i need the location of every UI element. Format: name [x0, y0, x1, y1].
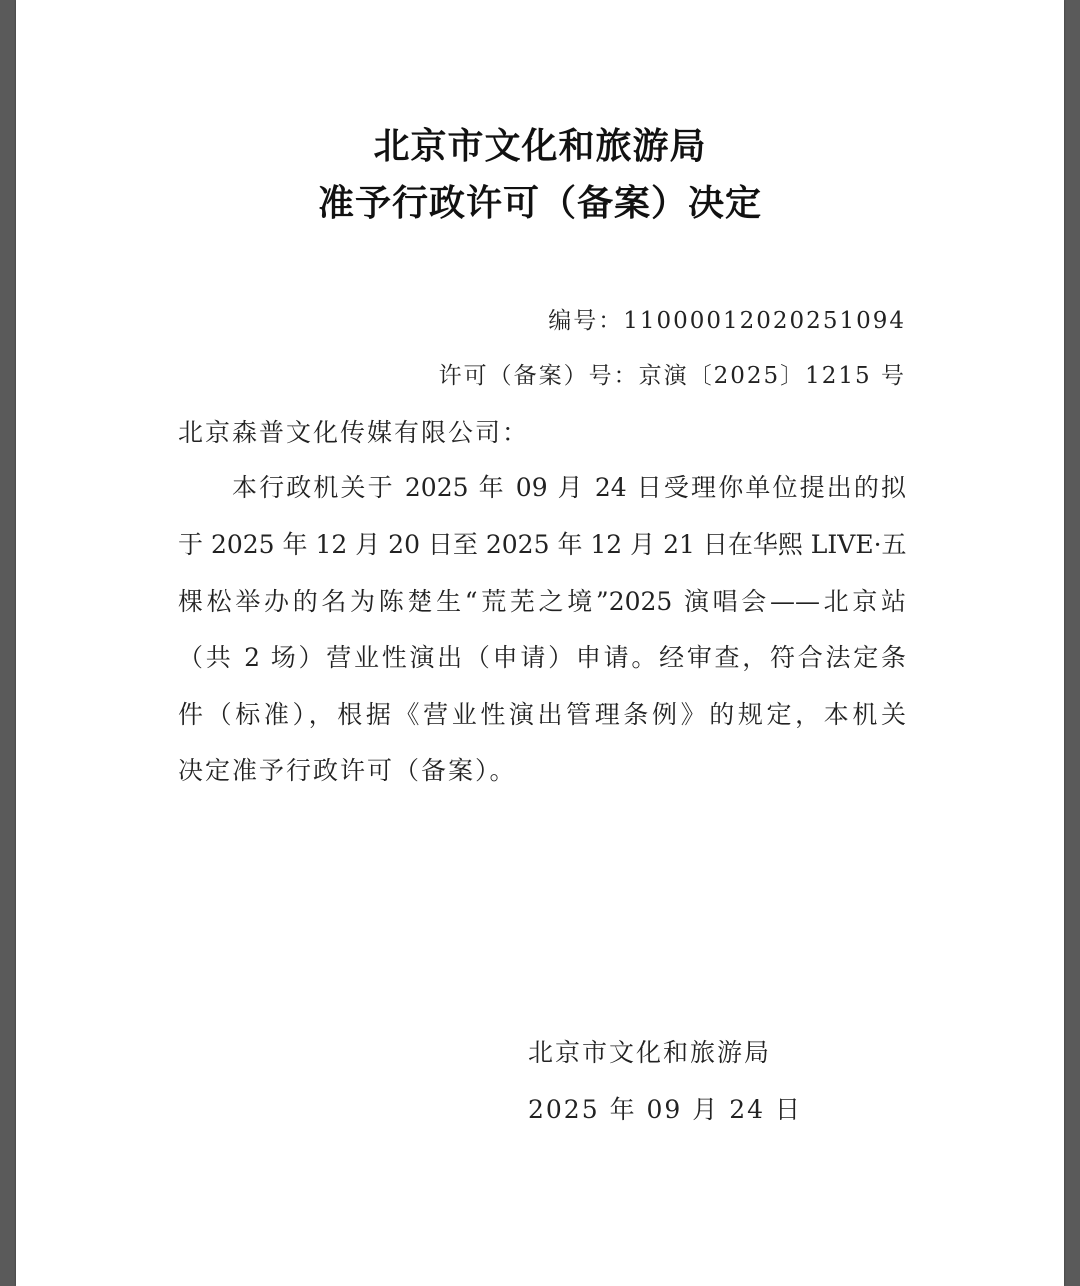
document-number: 编号：11000012020251094 — [548, 308, 906, 334]
document-page — [16, 0, 1064, 1286]
body-line: 棵松举办的名为陈楚生“荒芜之境”2025 演唱会——北京站 — [178, 587, 906, 616]
salutation: 北京森普文化传媒有限公司： — [178, 418, 530, 447]
body-line: （共 2 场）营业性演出（申请）申请。经审查，符合法定条 — [178, 643, 906, 672]
body-line: 决定准予行政许可（备案）。 — [178, 756, 517, 785]
body-line: 件（标准），根据《营业性演出管理条例》的规定，本机关 — [178, 700, 906, 729]
body-line: 于 2025 年 12 月 20 日至 2025 年 12 月 21 日在华熙 LIVE·五 — [178, 530, 907, 559]
body-line: 本行政机关于 2025 年 09 月 24 日受理你单位提出的拟 — [232, 473, 906, 502]
document-title-issuer: 北京市文化和旅游局 — [373, 126, 707, 167]
signature-organization: 北京市文化和旅游局 — [528, 1038, 772, 1067]
document-title-decision: 准予行政许可（备案）决定 — [317, 183, 762, 224]
signature-date: 2025 年 09 月 24 日 — [528, 1095, 802, 1124]
permit-number: 许可（备案）号：京演〔2025〕1215 号 — [438, 363, 906, 389]
